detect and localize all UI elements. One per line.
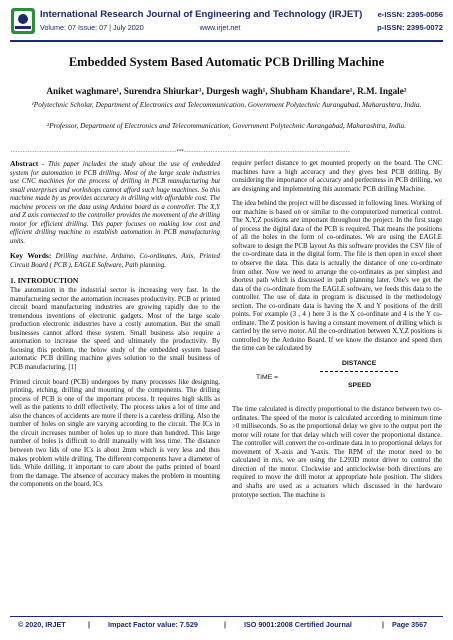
time-formula bbox=[232, 360, 442, 400]
keywords-text: Drilling machine, Arduino, Co-ordinates, Axis, Printed Circuit Board ( PCB ), EAGLE Software, Path planning. bbox=[10, 253, 220, 270]
keywords bbox=[10, 252, 220, 270]
affiliation-1: ¹Polytechnic Scholar, Department of Electronics and Telecommunication, Government Polytechnic Aurangabad, Maharashtra, India. bbox=[31, 100, 422, 109]
footer-iso: ISO 9001:2008 Certified Journal bbox=[244, 620, 352, 629]
footer-divider: | bbox=[382, 620, 385, 629]
footer-divider: | bbox=[224, 620, 227, 629]
section-separator: ---------------------------------------------------------------------***--------------------------------------------------------------------- bbox=[10, 149, 350, 155]
formula-fraction-line bbox=[320, 371, 398, 372]
intro-paragraph-2: Printed circuit board (PCB) undergoes by many processes like designing, printing, etching, drilling and mounting of the components. The drilling process of PCB is one of the important process. It requires high skills as well as the patients to drill effectively. The process takes a lot of time and also the chances of accidents are more if there is a careless drilling. Also the number of holes on single are varying according to the circuit. The ICs in the circuit increases number of holes up to more than hundred. This large number of holes is difficult to drill manually with less time. The distance between two lids of one ICs is about 2mm which is very less and thus makes problem while drilling. The different components have a diameter of lids. While drilling, it important to care about the paths printed of board from the damage. The absence of accuracy makes the problem in mounting the components on the board. ICs bbox=[10, 378, 220, 489]
right-column bbox=[232, 160, 442, 506]
abstract-text: This paper includes the study about the use of embedded system for automation in PCB drilling. Most of the large scale industries use CNC machines for the process of drilling in PCB manufacturing but small enterprises and workshops cannot afford such huge machines. So this machine made by us provides accuracy in drilling with affordable cost. The machine process on the data using Arduino board as a controller. The X,Y and Z axis connected to the controller provides the movement of the drilling motor for efficient drilling. This paper focuses on making low cost and efficient drilling machine to establish automation in PCB manufacturing units. bbox=[10, 161, 220, 245]
p-issn: p-ISSN: 2395-0072 bbox=[377, 23, 443, 32]
body-paragraph-3: The time calculated is directly proportional to the distance between two co-ordinates. The speed of the motor is calculated according to minimum time >0 milliseconds. So as the proportional delay we give to the output port the motor will rotate for that delay which will cover the proportional distance. The controller will convert the co-ordinate data in to proportional delays for movement of X-axis and Y-axis. The RPM of the motor need to be calculated in m/s. we are using the L293D motor driver to control the direction of the motor. Clockwise and anticlockwise both directions are required to move the drill motor at appropriate hole position. The sliders and shafts are used as a actuators which discussed in the hardware prototype section. The machine is bbox=[232, 406, 442, 499]
abstract-label: Abstract - bbox=[10, 159, 45, 168]
author-list: Aniket waghmare¹, Surendra Shiurkar¹, Durgesh wagh¹, Shubham Khandare¹, R.M. Ingale² bbox=[46, 86, 407, 96]
body-paragraph-1: require perfect distance to get mounted properly on the board. The CNC machines have a high accuracy and they gives best PCB drilling. By considering the importance of accuracy and perfectness in PCB drilling, we are designing and implementing this automatic PCB drilling Machine. bbox=[232, 160, 442, 193]
journal-header bbox=[10, 7, 443, 43]
left-column bbox=[10, 160, 220, 496]
intro-paragraph-1: The automation in the industrial sector is increasing very fast. In the manufacturing sector the automation increases productivity. PCB or printed circuit board manufacturing industries are growing rapidly due to the tremendous inventions of electronic gadgets. Most of the large scale production electronic industries have a costly automation. But the small businesses cannot afford these system. Small business also require a automation to increase the speed and ultimately the productivity. By focusing this problem, the below study of the embedded system based automatic PCB drilling machine gives solution to the small business of PCB manufacturing. [1] bbox=[10, 287, 220, 372]
footer-rule bbox=[10, 616, 443, 617]
footer-copyright: © 2020, IRJET bbox=[18, 620, 66, 629]
introduction-heading: 1. INTRODUCTION bbox=[10, 275, 79, 285]
journal-meta bbox=[40, 23, 264, 32]
formula-numerator: DISTANCE bbox=[342, 360, 377, 368]
formula-lhs: TIME = bbox=[256, 374, 279, 382]
abstract bbox=[10, 160, 220, 246]
footer-page-number: Page 3567 bbox=[392, 620, 428, 629]
keywords-label: Key Words: bbox=[10, 251, 52, 261]
irjet-logo bbox=[10, 7, 36, 35]
paper-title: Embedded System Based Automatic PCB Drilling Machine bbox=[68, 55, 385, 69]
affiliation-2: ²Professor, Department of Electronics and Telecommunication, Government Polytechnic Aurangabad, Maharashtra, India. bbox=[47, 121, 406, 130]
body-paragraph-2: The idea behind the project will be discussed in following lines. Working of our machine is based on or similar to the computerized numerical control. The X,Y,Z positions are important throughout the project. In the first stage of process the digital data of the PCB is required. That means the positions of all the holes in the form of co-ordinates. We are using the EAGLE software to design the PCB layout As this software provides the CSV file of the co-ordinate data in the digital form. The file is then open in excel sheet to observe the data. This data is actually the distance of one co-ordinate from other. Now we need to arrange the co-ordinates as per simplest and shortest path which is discussed in path planning later. One's we get the data of the co-ordinate from the EAGLE software, we feeds this data to the controller. The use of data in program is discussed in the methodology section. The co-ordinate data is having the X and Y positions of the drill points. For example (3 , 4 ) here 3 is the X co-ordinate and 4 is the Y co-ordinate. The Z position is having a constant movement of drilling which is carried by the servo motor. All the co-ordination between X,Y,Z positions is controlled by the Arduino Board. If we know the distance and speed then the time can be calculated by bbox=[232, 200, 442, 353]
volume-issue: Volume: 07 Issue: 07 | July 2020 bbox=[40, 23, 144, 32]
header-rule bbox=[10, 40, 443, 42]
journal-website[interactable]: www.irjet.net bbox=[199, 23, 241, 32]
e-issn: e-ISSN: 2395-0056 bbox=[377, 10, 443, 19]
footer-divider: | bbox=[88, 620, 91, 629]
footer-impact-factor: Impact Factor value: 7.529 bbox=[108, 620, 198, 629]
journal-name: International Research Journal of Engineering and Technology (IRJET) bbox=[40, 9, 363, 20]
formula-denominator: SPEED bbox=[348, 382, 372, 390]
